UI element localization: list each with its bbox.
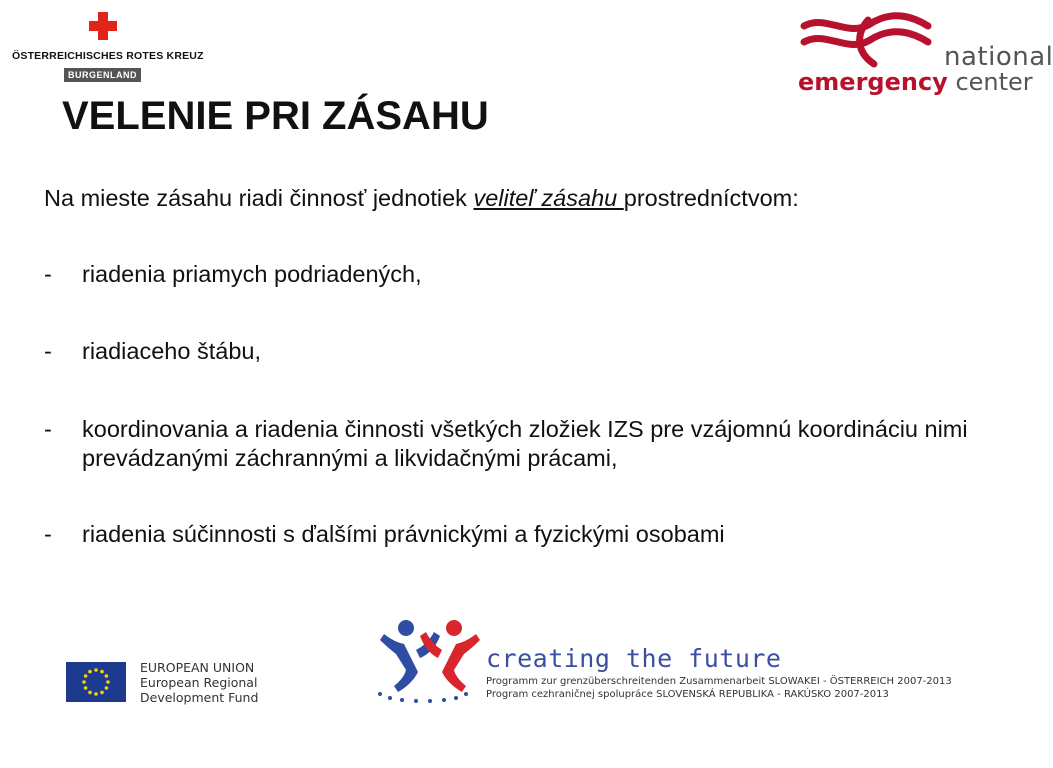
nec-wave-icon [796, 12, 936, 72]
bullet-dash: - [44, 261, 52, 287]
bullet-text: riadiaceho štábu, [82, 338, 261, 364]
eu-text [140, 660, 258, 705]
bullet-text: koordinovania a riadenia činnosti všetkých zložiek IZS pre vzájomnú koordináciu nimi prevádzanými záchrannými a likvidačnými prácami, [82, 416, 968, 471]
bullet-dash: - [44, 416, 52, 442]
red-cross-name: ÖSTERREICHISCHES ROTES KREUZ [12, 50, 204, 62]
red-cross-region: BURGENLAND [64, 68, 141, 82]
nec-national-label: national [944, 42, 1053, 72]
nec-center-label: center [955, 68, 1033, 96]
national-emergency-center-logo [796, 12, 1053, 96]
intro-text-after: prostredníctvom: [623, 185, 799, 211]
eu-flag-icon [66, 662, 126, 702]
bullet-item [44, 415, 984, 473]
bullet-item [44, 337, 984, 366]
nec-line2 [798, 68, 1033, 96]
bullet-text: riadenia súčinnosti s ďalšími právnickými a fyzickými osobami [82, 521, 725, 547]
programme-slogan: creating the future [486, 644, 782, 673]
creating-the-future-logo [372, 614, 972, 714]
intro-text-before: Na mieste zásahu riadi činnosť jednotiek [44, 185, 474, 211]
red-cross-icon [89, 12, 117, 40]
people-figures-icon [372, 614, 487, 704]
bullet-text: riadenia priamych podriadených, [82, 261, 422, 287]
eu-line-3: Development Fund [140, 690, 259, 705]
slide-content [44, 184, 984, 549]
intro-emphasis: veliteľ zásahu [473, 185, 624, 211]
programme-line-2: Program cezhraničnej spolupráce SLOVENSKÁ REPUBLIKA - RAKÚSKO 2007-2013 [486, 689, 889, 700]
eu-line-1: EUROPEAN UNION [140, 660, 255, 675]
bullet-dash: - [44, 521, 52, 547]
intro-paragraph [44, 184, 984, 213]
slide-title: VELENIE PRI ZÁSAHU [62, 94, 489, 138]
bullet-item [44, 260, 984, 289]
eu-line-2: European Regional [140, 675, 258, 690]
eu-logo [66, 660, 266, 706]
nec-emergency-label: emergency [798, 68, 948, 96]
red-cross-logo [12, 12, 204, 84]
bullet-item [44, 520, 984, 549]
bullet-dash: - [44, 338, 52, 364]
programme-line-1: Programm zur grenzüberschreitenden Zusammenarbeit SLOWAKEI - ÖSTERREICH 2007-2013 [486, 676, 952, 687]
